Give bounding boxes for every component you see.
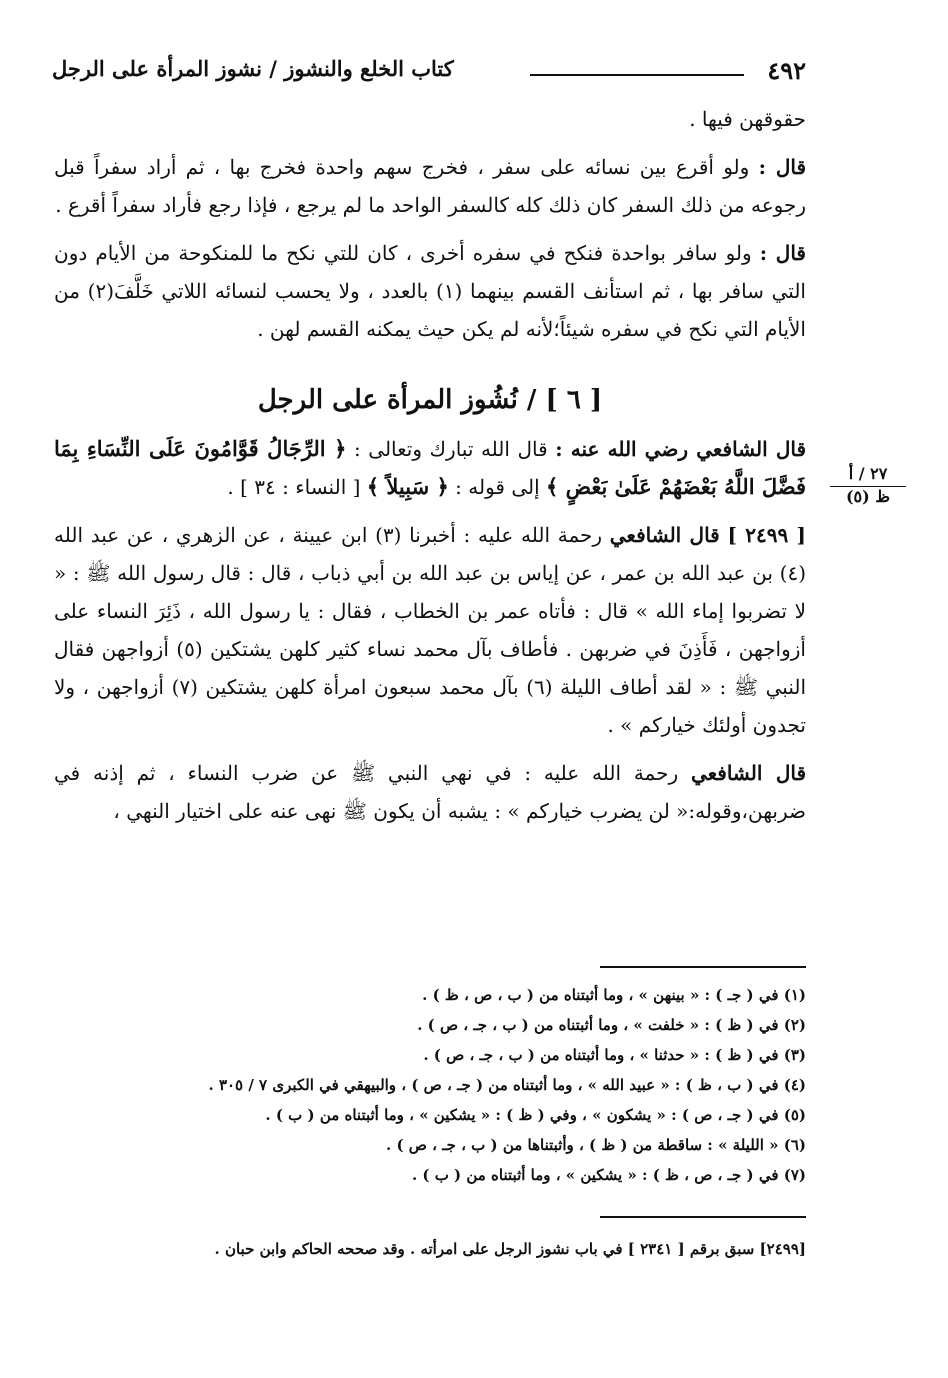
hadith-text: رحمة الله عليه : أخبرنا (٣) ابن عيينة ، عن الزهري ، عن عبد الله (٤) بن عبد الله بن عمر ، عن إياس بن عبد الله بن أبي ذباب ، قال : قال رسول الله ﷺ : « لا تضربوا إماء الله » قال : فأتاه عمر بن الخطاب ، فقال : يا رسول الله ، ذَئِرَ النساء على أزواجهن ، فَأَذِنَ في ضربهن . فأطاف بآل محمد نساء كثير كلهن يشتكين (٥) أزواجهن فقال النبي ﷺ : « لقد أطاف الليلة (٦) بآل محمد سبعون امرأة كلهن يشتكين (٧) أزواجهن ، ولا تجدون أولئك خياركم » . — [54, 523, 806, 737]
paragraph-1: حقوقهن فيها . — [689, 107, 806, 131]
running-header — [52, 52, 806, 92]
header-rule — [530, 74, 744, 76]
footnote: (١) في ( جـ ) : « بينهن » ، وما أثبتناه من ( ب ، ص ، ظ ) . — [422, 986, 806, 1004]
footnote: (٧) في ( جـ ، ص ، ظ ) : « يشكين » ، وما أثبتناه من ( ب ) . — [411, 1166, 806, 1184]
section-paragraph-3 — [54, 754, 806, 830]
hadith-number: [ ٢٤٩٩ ] — [727, 523, 806, 547]
paragraph-3 — [54, 234, 806, 348]
section-heading: [ ٦ ] / نُشُوز المرأة على الرجل — [257, 385, 603, 415]
verse-reference: [ النساء : ٣٤ ] . — [227, 475, 361, 499]
main-text — [54, 100, 806, 840]
hadith-2499 — [54, 516, 806, 744]
margin-siglum: ظ (٥) — [845, 487, 891, 506]
footnote: (٣) في ( ظ ) : « حدثنا » ، وما أثبتناه من ( ب ، جـ ، ص ) . — [423, 1046, 806, 1064]
section-paragraph-1 — [54, 430, 806, 506]
paragraph-body: رحمة الله عليه : في نهي النبي ﷺ عن ضرب النساء ، ثم إذنه في ضربهن،وقوله:« لن يضرب خياركم » : يشبه أن يكون ﷺ نهى عنه على اختيار النهي ، — [54, 761, 806, 823]
quran-verse: ﴿ الرِّجَالُ قَوَّامُونَ عَلَى النِّسَاءِ بِمَا فَضَّلَ اللَّهُ بَعْضَهُمْ عَلَىٰ بَعْضٍ ﴾ — [54, 436, 806, 499]
manuscript-margin-note — [830, 464, 906, 507]
takhrij-note: [٢٤٩٩] سبق برقم [ ٢٣٤١ ] في باب نشوز الرجل على امرأته . وقد صححه الحاكم وابن حبان . — [214, 1240, 806, 1258]
page-number: ٤٩٢ — [767, 56, 806, 85]
running-title: كتاب الخلع والنشوز / نشوز المرأة على الرجل — [52, 56, 454, 81]
quran-verse-end: ﴿ سَبِيلاً ﴾ — [366, 474, 449, 499]
paragraph-body: ولو سافر بواحدة فنكح في سفره أخرى ، كان للتي نكح ما للمنكوحة من الأيام دون التي سافر بها ، ثم استأنف القسم بينهما (١) بالعدد ، ولا يحسب لنسائه اللاتي خَلَّفَ(٢) من الأيام التي نكح في سفره شيئاً؛لأنه لم يكن حيث يمكنه القسم لهن . — [54, 241, 806, 341]
footnote: (٤) في ( ب ، ظ ) : « عبيد الله » ، وما أثبتناه من ( جـ ، ص ) ، والبيهقي في الكبرى ٧ / ٣٠٥ . — [208, 1076, 806, 1094]
footnote: (٥) في ( جـ ، ص ) : « يشكون » ، وفي ( ظ ) : « يشكين » ، وما أثبتناه من ( ب ) . — [265, 1106, 806, 1124]
footnote: (٦) « الليلة » : ساقطة من ( ظ ) ، وأثبتناها من ( ب ، جـ ، ص ) . — [386, 1136, 806, 1154]
footnotes — [106, 980, 806, 1190]
paragraph-intro: قال الله تبارك وتعالى : — [354, 437, 548, 461]
paragraph-lead: قال : — [759, 241, 806, 265]
paragraph-body: ولو أقرع بين نسائه على سفر ، فخرج سهم واحدة فخرج بها ، ثم أراد سفراً قبل رجوعه من ذلك السفر كان ذلك كله كالسفر الواحد ما لم يرجع ، فإذا رجع فأراد سفراً أقرع . — [54, 155, 806, 217]
paragraph-lead: قال الشافعي — [609, 523, 720, 547]
paragraph-lead: قال الشافعي رضي الله عنه : — [555, 437, 806, 461]
takhrij-rule — [600, 1216, 806, 1218]
paragraph-lead: قال : — [758, 155, 807, 179]
footnote: (٢) في ( ظ ) : « خلفت » ، وما أثبتناه من ( ب ، جـ ، ص ) . — [417, 1016, 806, 1034]
paragraph-2 — [54, 148, 806, 224]
paragraph-mid: إلى قوله : — [455, 475, 540, 499]
footnote-rule — [600, 966, 806, 968]
paragraph-lead: قال الشافعي — [690, 761, 807, 785]
margin-folio: ٢٧ / أ — [830, 464, 906, 487]
